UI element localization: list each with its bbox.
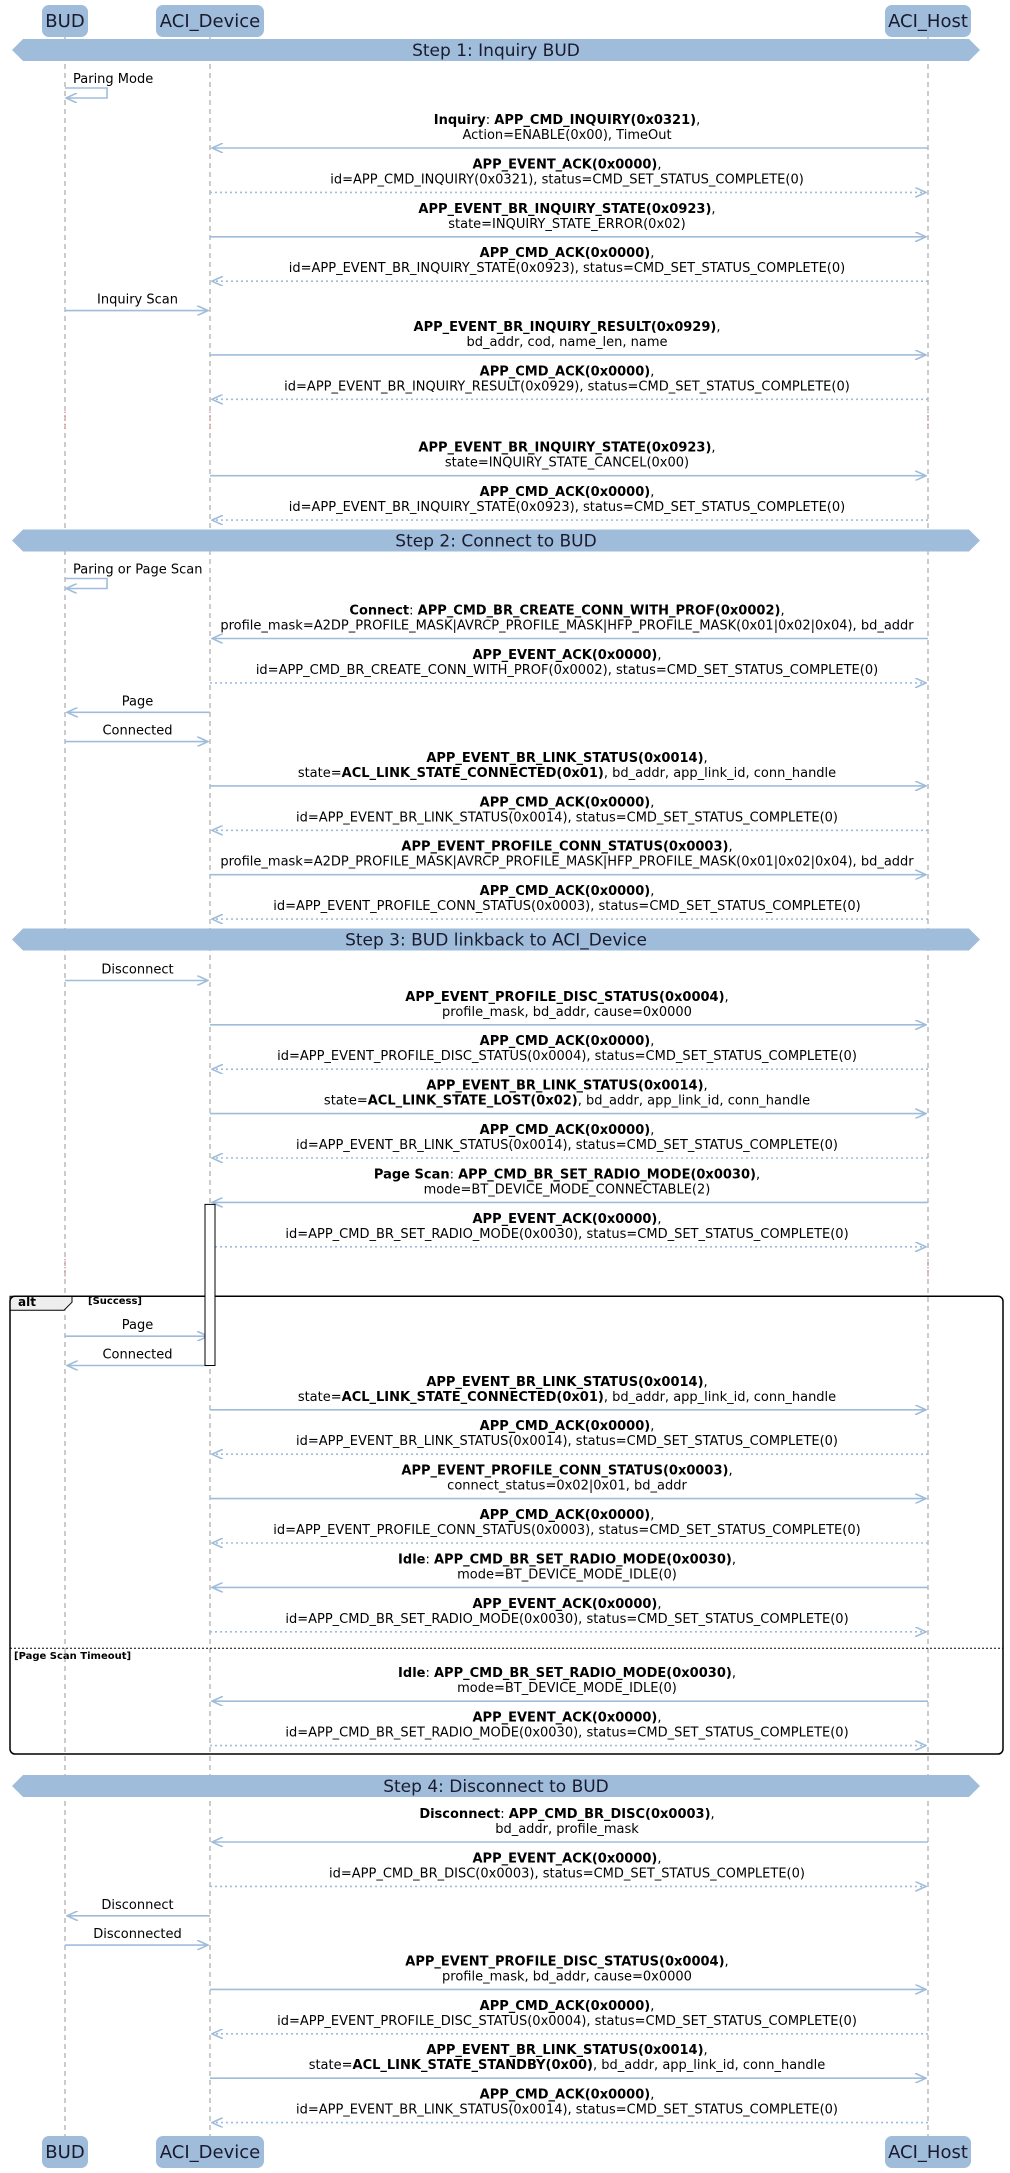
message-text-segment: APP_EVENT_BR_LINK_STATUS(0x0014) [426,1078,704,1094]
message-text-segment: , [780,603,785,619]
message-text: mode=BT_DEVICE_MODE_IDLE(0) [457,1567,677,1583]
participant-dev-top [156,5,264,37]
alt-tag: alt [18,1295,36,1310]
message-text-segment: APP_CMD_BR_CREATE_CONN_WITH_PROF(0x0002) [417,603,781,619]
message-text-segment: , [650,2087,655,2103]
message-label-line1 [405,1954,728,1969]
message-text-segment: Idle [398,1552,426,1568]
message-text: mode=BT_DEVICE_MODE_CONNECTABLE(2) [423,1182,711,1198]
message [212,1807,928,1842]
message-text-segment: APP_CMD_ACK(0x0000) [479,246,651,262]
message-text: mode=BT_DEVICE_MODE_IDLE(0) [457,1681,677,1697]
message-text-segment: APP_EVENT_PROFILE_DISC_STATUS(0x0004) [405,989,725,1005]
message-text-segment: ACL_LINK_STATE_LOST(0x02) [367,1093,578,1109]
message-text-segment: , [657,1710,662,1726]
message-text: id=APP_EVENT_BR_LINK_STATUS(0x0014), status=CMD_SET_STATUS_COMPLETE(0) [295,1138,839,1153]
short-message [65,1318,208,1336]
participant-bud-top [42,5,88,37]
message-text: id=APP_EVENT_BR_INQUIRY_STATE(0x0923), status=CMD_SET_STATUS_COMPLETE(0) [288,261,846,277]
message-text-segment: , [703,750,708,766]
message [210,840,926,875]
message-label-line2 [442,1969,692,1984]
message-text: connect_status=0x02|0x01, bd_addr [447,1478,687,1494]
step-divider [12,1775,980,1797]
short-message-label: Disconnect [101,1897,174,1913]
message-label-line2 [447,1479,687,1494]
message-text-segment: APP_EVENT_BR_LINK_STATUS(0x0014) [426,2043,704,2059]
message-label-line2 [285,1612,848,1627]
participant-label: BUD [45,11,85,32]
message-text-segment: state= [297,1389,342,1405]
message [212,604,928,639]
message-label-line1 [473,157,662,172]
message-label-line2 [277,1049,857,1064]
message-label-line1 [480,485,655,500]
delay-marker [0,1259,928,1277]
message-text: state=INQUIRY_STATE_CANCEL(0x00) [444,455,690,471]
message-label-line2 [296,1434,838,1449]
message-label-line1 [480,246,655,261]
message-text-segment: APP_EVENT_ACK(0x0000) [472,647,658,663]
short-message [65,293,208,311]
step-divider [12,39,980,61]
message-label-line1 [398,1552,736,1567]
message-text-segment: , [696,113,701,128]
message-text-segment: , [728,1463,733,1479]
message-label-line2 [298,766,836,781]
step-divider [12,530,980,552]
alt-else-guard: [Page Scan Timeout] [14,1651,132,1663]
message [212,246,928,281]
message-label-line2 [442,1005,692,1020]
message-label-line1 [419,1807,714,1822]
message-text-segment: , bd_addr, app_link_id, conn_handle [603,1389,837,1405]
message-text-segment: APP_EVENT_BR_INQUIRY_RESULT(0x0929) [413,319,717,335]
message-text-segment: APP_EVENT_PROFILE_DISC_STATUS(0x0004) [405,1954,725,1970]
message-text-segment: Idle [398,1666,426,1682]
participant-host-top [885,5,971,37]
message-text-segment: APP_EVENT_ACK(0x0000) [472,1851,658,1867]
message-text-segment: , [724,989,729,1005]
message [210,648,926,683]
message-label-line2 [309,2058,826,2073]
message-text-segment: , [657,1596,662,1612]
message-label-line1 [414,320,721,335]
message-text: id=APP_CMD_BR_SET_RADIO_MODE(0x0030), status=CMD_SET_STATUS_COMPLETE(0) [285,1226,849,1242]
message [212,1552,928,1587]
self-message-label: Paring Mode [73,72,154,87]
message-label-line2 [285,1227,848,1242]
message-text-segment: APP_CMD_ACK(0x0000) [479,1123,651,1138]
message-text-segment: state= [308,2058,353,2074]
message-text-segment: , [755,1167,761,1183]
message-label-line1 [480,1999,655,2014]
message-label-line1 [473,1597,662,1612]
short-message [67,1898,210,1916]
participant-label: ACI_Device [159,11,261,32]
message-text: Action=ENABLE(0x00), TimeOut [462,128,672,143]
message-text-segment: ACL_LINK_STATE_STANDBY(0x00) [352,2058,593,2074]
alt-guard: [Success] [88,1296,143,1308]
message-label-line2 [256,663,878,678]
message-text-segment: APP_CMD_ACK(0x0000) [479,1419,651,1435]
message-label-line2 [330,172,804,187]
message [210,990,926,1025]
message-text-segment: , [650,1508,655,1523]
message-text-segment: , bd_addr, app_link_id, conn_handle [592,2058,826,2074]
participant-label: ACI_Host [888,11,968,32]
message [210,1851,926,1886]
message-text-segment: ACL_LINK_STATE_CONNECTED(0x01) [341,1389,604,1405]
self-message [65,72,153,98]
message-text-segment: state= [297,765,342,781]
message-text-segment: APP_CMD_ACK(0x0000) [479,795,651,811]
message-text-segment: APP_EVENT_BR_LINK_STATUS(0x0014) [426,1374,704,1390]
alt-header [10,1295,142,1310]
message [210,751,926,786]
message-text-segment: , [724,1954,729,1970]
message-label-line1 [480,364,655,379]
message-label-line1 [480,884,655,899]
message-label-line1 [426,2043,707,2058]
message-text-segment: , bd_addr, app_link_id, conn_handle [603,765,837,781]
message-text: id=APP_EVENT_BR_LINK_STATUS(0x0014), status=CMD_SET_STATUS_COMPLETE(0) [295,2102,839,2118]
message-label-line1 [405,990,728,1005]
message-text: id=APP_EVENT_BR_INQUIRY_RESULT(0x0929), status=CMD_SET_STATUS_COMPLETE(0) [284,379,850,395]
message-text: id=APP_EVENT_BR_LINK_STATUS(0x0014), status=CMD_SET_STATUS_COMPLETE(0) [295,810,839,826]
message-text: profile_mask, bd_addr, cause=0x0000 [442,1004,692,1020]
message-label-line1 [480,2088,655,2103]
message-label-line2 [424,1182,711,1197]
message-text: id=APP_EVENT_PROFILE_CONN_STATUS(0x0003), status=CMD_SET_STATUS_COMPLETE(0) [273,1523,861,1538]
message-label-line1 [480,795,655,810]
message-label-line2 [289,500,845,515]
message-label-line2 [296,1138,838,1153]
message-label-line1 [473,648,662,663]
message [210,2043,926,2078]
message-text-segment: , [650,1998,655,2014]
message-text-segment: , [703,1374,708,1390]
message-label-line1 [426,1375,707,1390]
message-text: id=APP_EVENT_BR_LINK_STATUS(0x0014), status=CMD_SET_STATUS_COMPLETE(0) [295,1434,839,1450]
message-label-line2 [273,899,860,914]
message [210,1212,926,1247]
participant-label: BUD [45,2142,85,2163]
message-text-segment: APP_CMD_BR_SET_RADIO_MODE(0x0030) [433,1552,732,1568]
message [212,1123,928,1158]
short-message [65,963,208,981]
message-text-segment: APP_CMD_ACK(0x0000) [479,1034,651,1050]
message [210,202,926,237]
message-text: profile_mask=A2DP_PROFILE_MASK|AVRCP_PROFILE_MASK|HFP_PROFILE_MASK(0x01|0x02|0x04), bd_addr [220,854,914,870]
message-label-line2 [462,128,671,143]
message-label-line2 [273,1523,860,1538]
message [210,1375,926,1410]
message-text-segment: : [425,1552,434,1568]
message [212,1167,928,1202]
message-label-line2 [277,2014,857,2029]
message [212,1999,928,2034]
short-message [67,1348,210,1366]
message-text-segment: , [703,2043,708,2059]
message-label-line1 [426,751,707,766]
message-text-segment: , [657,1211,662,1227]
message-label-line1 [401,1464,732,1479]
message-label-line1 [349,604,784,619]
participant-label: ACI_Host [888,2142,968,2163]
message-text-segment: APP_EVENT_BR_INQUIRY_STATE(0x0923) [418,440,712,456]
short-message [65,1927,208,1945]
message [212,1034,928,1069]
message [210,320,926,355]
message-text: id=APP_CMD_BR_SET_RADIO_MODE(0x0030), status=CMD_SET_STATUS_COMPLETE(0) [285,1725,849,1741]
short-message [67,694,210,712]
message [210,1597,926,1632]
message-label-line2 [457,1567,677,1582]
message [212,1666,928,1701]
message-label-line2 [329,1866,805,1881]
message-text: id=APP_CMD_BR_CREATE_CONN_WITH_PROF(0x0002), status=CMD_SET_STATUS_COMPLETE(0) [255,662,879,678]
message-text-segment: : [409,603,418,619]
message-text-segment: APP_CMD_ACK(0x0000) [479,2087,651,2103]
message [212,884,928,919]
message-text: id=APP_CMD_BR_DISC(0x0003), status=CMD_SET_STATUS_COMPLETE(0) [329,1866,805,1882]
message-text-segment: , [657,1851,662,1867]
message-text-segment: : [485,113,495,128]
message-text-segment: , bd_addr, app_link_id, conn_handle [577,1093,811,1109]
message-label-line1 [480,1034,655,1049]
message-text-segment: , [650,1034,655,1050]
message [212,485,928,520]
message-text-segment: Page Scan [373,1167,450,1183]
message-text-segment: : [449,1167,459,1183]
message-text-segment: APP_CMD_ACK(0x0000) [479,1508,651,1523]
message-label-line2 [284,379,850,394]
message-label-line1 [473,1851,662,1866]
step-title: Step 1: Inquiry BUD [412,41,580,61]
message-text: bd_addr, cod, name_len, name [466,334,668,350]
message [212,795,928,830]
short-message [65,724,208,742]
short-message-label: Connected [102,1347,173,1363]
message-text-segment: APP_CMD_ACK(0x0000) [479,884,651,900]
message-label-line2 [220,619,914,634]
short-message-label: Disconnect [101,962,174,978]
message-label-line1 [480,1508,655,1523]
message-text-segment: , [650,485,655,501]
message-text-segment: , [650,1123,655,1138]
message-text-segment: state= [323,1093,368,1109]
message-text-segment: , [728,839,733,855]
message-text-segment: APP_EVENT_PROFILE_CONN_STATUS(0x0003) [401,839,729,855]
participant-bud-bottom [42,2136,88,2168]
message-text-segment: , [650,364,655,380]
message-label-line1 [398,1666,736,1681]
message-text-segment: , [657,157,662,173]
step-title: Step 4: Disconnect to BUD [383,1777,609,1797]
message-label-line2 [220,855,914,870]
message-text-segment: , [657,647,662,663]
message-text-segment: , [650,1419,655,1435]
self-message [65,563,202,589]
message-label-line2 [445,456,689,471]
message-text-segment: APP_CMD_BR_DISC(0x0003) [508,1807,711,1822]
message-label-line1 [426,1079,707,1094]
short-message-label: Inquiry Scan [97,292,178,308]
short-message-label: Page [121,1318,154,1334]
message-text: id=APP_CMD_BR_SET_RADIO_MODE(0x0030), status=CMD_SET_STATUS_COMPLETE(0) [285,1611,849,1627]
message-text-segment: Disconnect [419,1807,501,1822]
message-text-segment: , [703,1078,708,1094]
message-text-segment: , [711,201,716,217]
message [212,1508,928,1543]
message-text-segment: , [710,1807,715,1822]
message-label-line2 [296,810,838,825]
message-text-segment: APP_EVENT_BR_LINK_STATUS(0x0014) [426,750,704,766]
message-label-line2 [296,2103,838,2118]
message-label-line2 [448,217,686,232]
self-message-label: Paring or Page Scan [73,562,203,578]
message-text-segment: ACL_LINK_STATE_CONNECTED(0x01) [341,765,604,781]
message [210,1079,926,1114]
message-label-line1 [480,1123,655,1138]
message-text-segment: APP_EVENT_BR_INQUIRY_STATE(0x0923) [418,201,712,217]
participant-dev-bottom [156,2136,264,2168]
message-label-line1 [473,1711,662,1726]
step-divider [12,929,980,951]
message-text-segment: , [731,1666,736,1682]
message [210,1711,926,1746]
participant-host-bottom [885,2136,971,2168]
message-label-line1 [374,1167,760,1182]
message-label-line1 [418,441,715,456]
message-text-segment: APP_EVENT_ACK(0x0000) [472,1596,658,1612]
message-text: id=APP_EVENT_PROFILE_CONN_STATUS(0x0003), status=CMD_SET_STATUS_COMPLETE(0) [273,899,861,915]
message [210,1464,926,1499]
short-message-label: Disconnected [93,1927,182,1943]
message-text-segment: , [650,884,655,900]
messages [0,39,980,2123]
message-text-segment: APP_EVENT_ACK(0x0000) [472,1211,658,1227]
message-label-line2 [298,1390,836,1405]
message-text-segment: APP_CMD_ACK(0x0000) [479,364,651,380]
participant-label: ACI_Device [159,2142,261,2163]
message-label-line1 [418,202,715,217]
message [212,2088,928,2123]
short-message-label: Connected [102,723,173,739]
delay-marker [0,412,928,430]
message-text-segment: , [711,440,716,456]
message-label-line1 [473,1212,662,1227]
message-text: id=APP_EVENT_PROFILE_DISC_STATUS(0x0004), status=CMD_SET_STATUS_COMPLETE(0) [277,2013,857,2029]
message [212,113,928,148]
message [212,1419,928,1454]
step-title: Step 3: BUD linkback to ACI_Device [345,930,647,951]
message [210,1954,926,1989]
message-text: state=INQUIRY_STATE_ERROR(0x02) [448,216,686,232]
message-text-segment: APP_CMD_INQUIRY(0x0321) [494,113,697,128]
message-label-line1 [434,113,700,128]
message-text-segment: Connect [349,603,410,619]
message-label-line2 [285,1726,848,1741]
message-text-segment: APP_EVENT_ACK(0x0000) [472,157,658,173]
message-text-segment: APP_EVENT_PROFILE_CONN_STATUS(0x0003) [401,1463,729,1479]
message-label-line1 [480,1419,655,1434]
message-label-line2 [457,1681,677,1696]
message-text-segment: APP_CMD_ACK(0x0000) [479,1998,651,2014]
message-label-line2 [466,335,667,350]
message-text-segment: , [650,246,655,262]
message-text-segment: Inquiry [433,113,486,128]
activation-bar [205,1204,215,1365]
message [210,441,926,476]
message-text-segment: APP_CMD_BR_SET_RADIO_MODE(0x0030) [433,1666,732,1682]
message-text-segment: , [716,319,721,335]
message-text-segment: APP_CMD_BR_SET_RADIO_MODE(0x0030) [458,1167,756,1183]
message [210,157,926,192]
alt-else [10,1648,1003,1662]
message-label-line2 [289,261,845,276]
message-label-line2 [495,1822,639,1837]
message-text-segment: : [500,1807,509,1822]
message-text: id=APP_EVENT_BR_INQUIRY_STATE(0x0923), status=CMD_SET_STATUS_COMPLETE(0) [288,500,846,516]
message-text: id=APP_CMD_INQUIRY(0x0321), status=CMD_SET_STATUS_COMPLETE(0) [330,172,804,188]
message-text-segment: APP_EVENT_ACK(0x0000) [472,1710,658,1726]
message-text: profile_mask, bd_addr, cause=0x0000 [442,1969,692,1985]
message-text: profile_mask=A2DP_PROFILE_MASK|AVRCP_PROFILE_MASK|HFP_PROFILE_MASK(0x01|0x02|0x04), bd_addr [220,618,914,634]
message-label-line2 [324,1094,810,1109]
message-text-segment: : [425,1666,434,1682]
message-text-segment: , [731,1552,736,1568]
step-title: Step 2: Connect to BUD [395,531,597,552]
message-text: bd_addr, profile_mask [495,1822,639,1837]
message-label-line1 [401,840,732,855]
message-text-segment: , [650,795,655,811]
message-text-segment: APP_CMD_ACK(0x0000) [479,485,651,501]
message-text: id=APP_EVENT_PROFILE_DISC_STATUS(0x0004), status=CMD_SET_STATUS_COMPLETE(0) [277,1049,857,1065]
message [212,364,928,399]
short-message-label: Page [121,694,154,710]
